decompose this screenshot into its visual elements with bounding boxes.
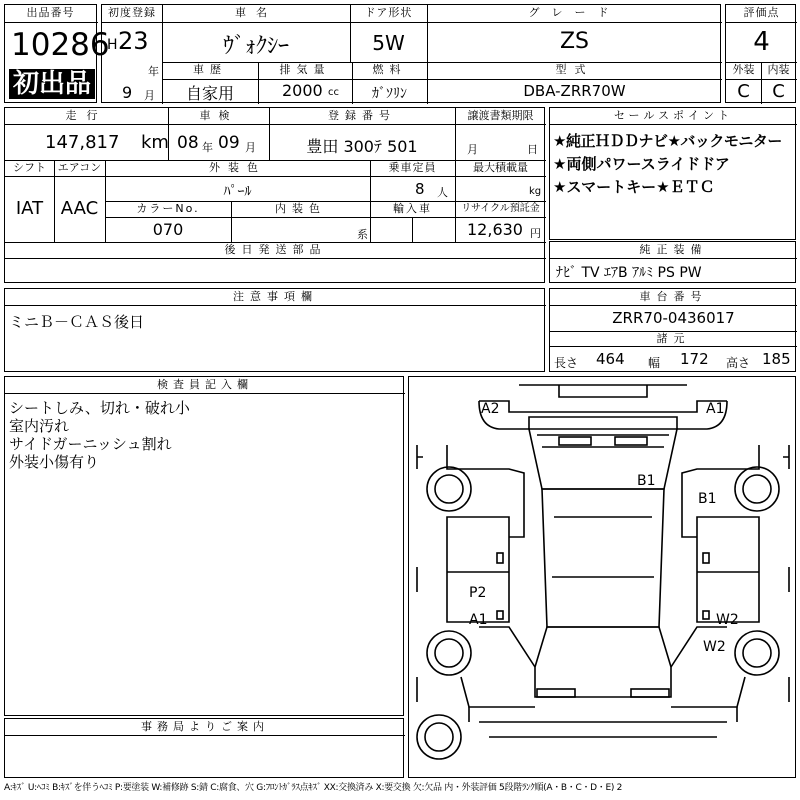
lot-box [4,4,110,103]
sales-points-box [549,107,796,240]
reg-month: 9 [122,83,133,102]
transfer-month-unit: 月 [467,143,478,156]
equipment-value: ﾅﾋﾞ TV ｴｱB ｱﾙﾐ PS PW [556,265,702,281]
mileage-label: 走行 [65,109,108,122]
ac-label: エアコン [57,161,102,174]
damage-mark: W2 [703,639,726,655]
transfer-label: 譲渡書類期限 [467,109,534,122]
damage-mark: W2 [716,612,739,628]
ac-value: AAC [60,198,99,219]
fuel-value: ｶﾞｿﾘﾝ [372,86,407,102]
ext-grade-value: C [737,81,750,102]
height-label: 高さ [726,356,751,370]
width-value: 172 [680,350,709,368]
damage-mark: P2 [469,585,487,601]
score-box [725,4,796,103]
damage-diagram [408,376,796,778]
inspector-label: 検査員記入欄 [157,378,253,391]
inspector-line: 外装小傷有り [9,453,100,471]
displacement-value: 2000 [282,81,323,100]
ext-grade-label: 外装 [732,63,755,76]
displacement-unit: cc [328,87,339,98]
color-no-label: カラーNo. [136,202,200,215]
width-label: 幅 [648,356,661,370]
damage-mark: A1 [469,612,488,628]
legend: A:ｷｽﾞ U:ﾍｺﾐ B:ｷｽﾞを伴うﾍｺﾐ P:要塗装 W:補修跡 S:錆 C:腐食、穴 G:ﾌﾛﾝﾄｶﾞﾗｽ点ｷｽﾞ XX:交換済み X:要交換 欠:欠品 内・外装評価 5段階ﾗﾝｸ順(A・B・C・D・E) 2 [4,783,623,793]
import-label: 輸入車 [393,202,432,215]
car-name-label: 車名 [235,6,277,19]
sales-points-label: セールスポイント [613,109,733,122]
int-color-unit: 系 [357,228,368,241]
recycle-label: リサイクル預託金 [461,203,540,214]
spec-row-box [101,4,721,103]
grade-value: ZS [559,29,590,54]
int-grade-label: 内装 [767,63,790,76]
max-load-label: 最大積載量 [473,161,528,174]
shift-value: IAT [15,198,44,219]
plate-label: 登録番号 [328,109,396,122]
dims-label: 諸元 [656,332,691,345]
reg-year-label: 初度登録 [108,6,156,19]
int-grade-value: C [772,81,785,102]
sales-point-line: ★スマートキー★ＥＴＣ [553,178,715,196]
reg-year-unit: 年 [148,65,159,78]
sales-point-line: ★純正ＨＤＤナビ★バックモニター [553,132,782,150]
equipment-label: 純正装備 [639,243,708,256]
fuel-label: 燃料 [372,63,407,76]
chassis-value: ZRR70-0436017 [612,309,735,327]
recycle-unit: 円 [530,227,541,240]
inspection-year-unit: 年 [202,141,213,154]
ext-color-label: 外装色 [209,161,266,174]
reg-month-unit: 月 [144,89,155,102]
later-parts-label: 後日発送部品 [224,243,327,256]
lot-label: 出品番号 [26,6,75,19]
plate-value: 豊田 300ﾃ 501 [306,137,418,156]
inspection-month-unit: 月 [245,141,256,154]
chassis-label: 車台番号 [639,290,708,303]
max-load-unit: kg [529,186,542,197]
inspection-month: 09 [218,133,240,153]
inspector-line: サイドガーニッシュ割れ [9,435,172,453]
shift-label: シフト [13,161,46,174]
chassis-box [549,288,796,372]
mileage-unit: km [141,132,169,153]
reg-year: 23 [118,27,149,55]
height-value: 185 [762,350,791,368]
inspection-label: 車検 [199,109,238,122]
notes-label: 注意事項欄 [233,290,318,303]
office-label: 事務局よりご案内 [141,720,269,733]
displacement-label: 排気量 [279,63,331,76]
inspector-box [4,376,404,716]
door-label: ドア形状 [364,6,413,19]
notes-value: ミニＢ－ＣＡＳ後日 [9,313,145,331]
office-box [4,718,404,778]
capacity-value: 8 [415,180,425,198]
notes-box [4,288,545,372]
details-box [4,107,545,283]
grade-label: グレード [528,6,621,19]
damage-mark: A1 [706,401,725,417]
history-value: 自家用 [185,84,234,103]
capacity-unit: 人 [437,186,448,199]
damage-mark: A2 [481,401,500,417]
int-color-label: 内装色 [275,202,326,215]
car-outline-diagram [409,377,797,779]
sales-point-line: ★両側パワースライドドア [553,155,730,173]
inspector-line: 室内汚れ [9,417,70,435]
length-label: 長さ [554,356,579,370]
ext-color-value: ﾊﾟｰﾙ [223,184,252,200]
length-value: 464 [596,350,625,368]
model-label: 型式 [555,63,594,76]
score-label: 評価点 [743,6,780,19]
score-value: 4 [753,27,770,57]
lot-number: 10286 [11,27,110,63]
history-label: 車歴 [193,63,227,76]
capacity-label: 乗車定員 [388,161,437,174]
damage-mark: B1 [637,473,656,489]
recycle-value: 12,630 [467,220,523,239]
transfer-day-unit: 日 [527,143,538,156]
equipment-box [549,241,796,283]
reg-era: H [107,37,118,53]
inspection-year: 08 [177,133,199,153]
model-value: DBA-ZRR70W [523,82,626,100]
damage-mark: B1 [698,491,717,507]
car-name: ｳﾞｫｸｼｰ [222,34,289,59]
mileage-value: 147,817 [45,132,120,153]
door-value: 5W [372,31,405,55]
first-listing-badge: 初出品 [9,69,95,99]
color-no-value: 070 [152,220,184,239]
inspector-line: シートしみ、切れ・破れ小 [9,399,190,417]
